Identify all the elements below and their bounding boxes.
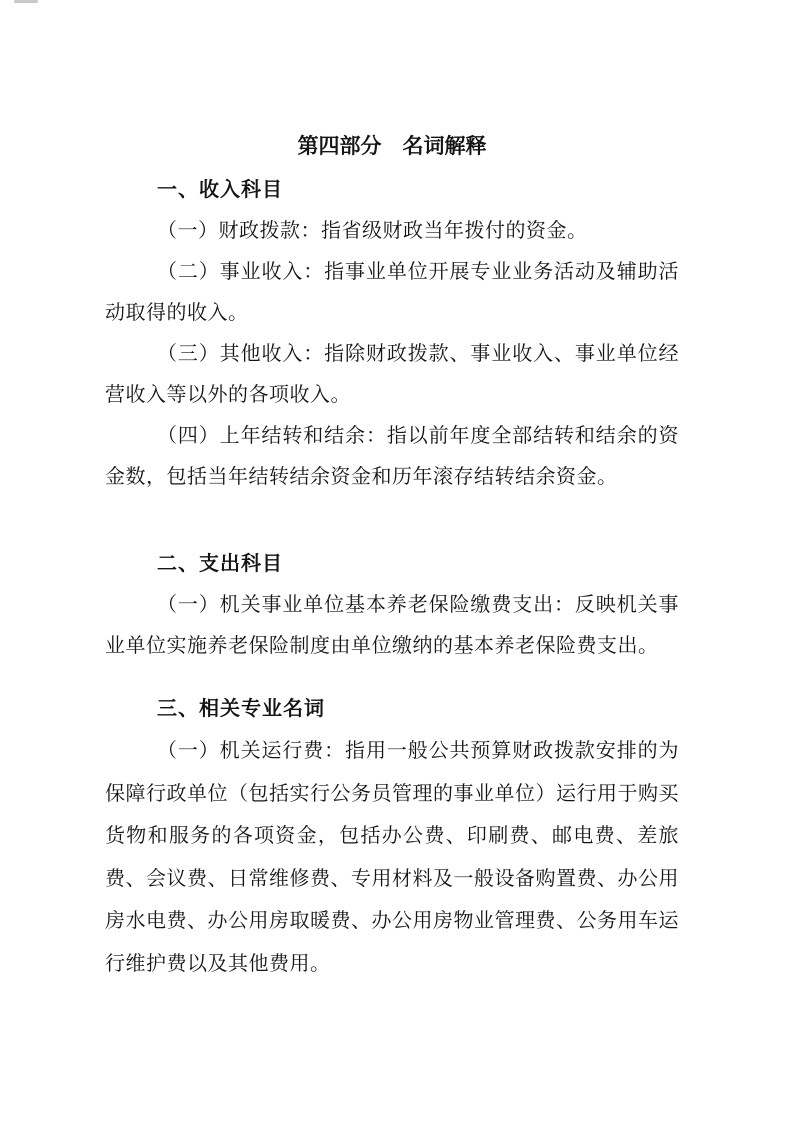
section-income-items (105, 170, 679, 498)
paragraph: （一）财政拨款：指省级财政当年拨付的资金。 (157, 220, 588, 242)
page-title: 第四部分 名词解释 (297, 134, 487, 158)
section-heading: 二、支出科目 (157, 553, 283, 575)
section-heading: 三、相关专业名词 (157, 698, 325, 720)
paragraph: （四）上年结转和结余：指以前年度全部结转和结余的资金数，包括当年结转结余资金和历年滚存结转结余资金。 (105, 425, 679, 488)
paragraph: （二）事业收入：指事业单位开展专业业务活动及辅助活动取得的收入。 (105, 261, 679, 324)
section-expenditure-items (105, 544, 679, 667)
paragraph: （三）其他收入：指除财政拨款、事业收入、事业单位经营收入等以外的各项收入。 (105, 343, 679, 406)
paragraph: （一）机关运行费：指用一般公共预算财政拨款安排的为保障行政单位（包括实行公务员管理的事业单位）运行用于购买货物和服务的各项资金，包括办公费、印刷费、邮电费、差旅费、会议费、日常维修费、专用材料及一般设备购置费、办公用房水电费、办公用房取暖费、办公用房物业管理费、公务用车运行维护费以及其他费用。 (105, 740, 679, 975)
scan-artifact-mark (14, 0, 38, 3)
section-heading: 一、收入科目 (157, 179, 283, 201)
paragraph: （一）机关事业单位基本养老保险缴费支出：反映机关事业单位实施养老保险制度由单位缴纳的基本养老保险费支出。 (105, 594, 679, 657)
section-related-terms (105, 689, 679, 985)
document-content (105, 0, 679, 985)
